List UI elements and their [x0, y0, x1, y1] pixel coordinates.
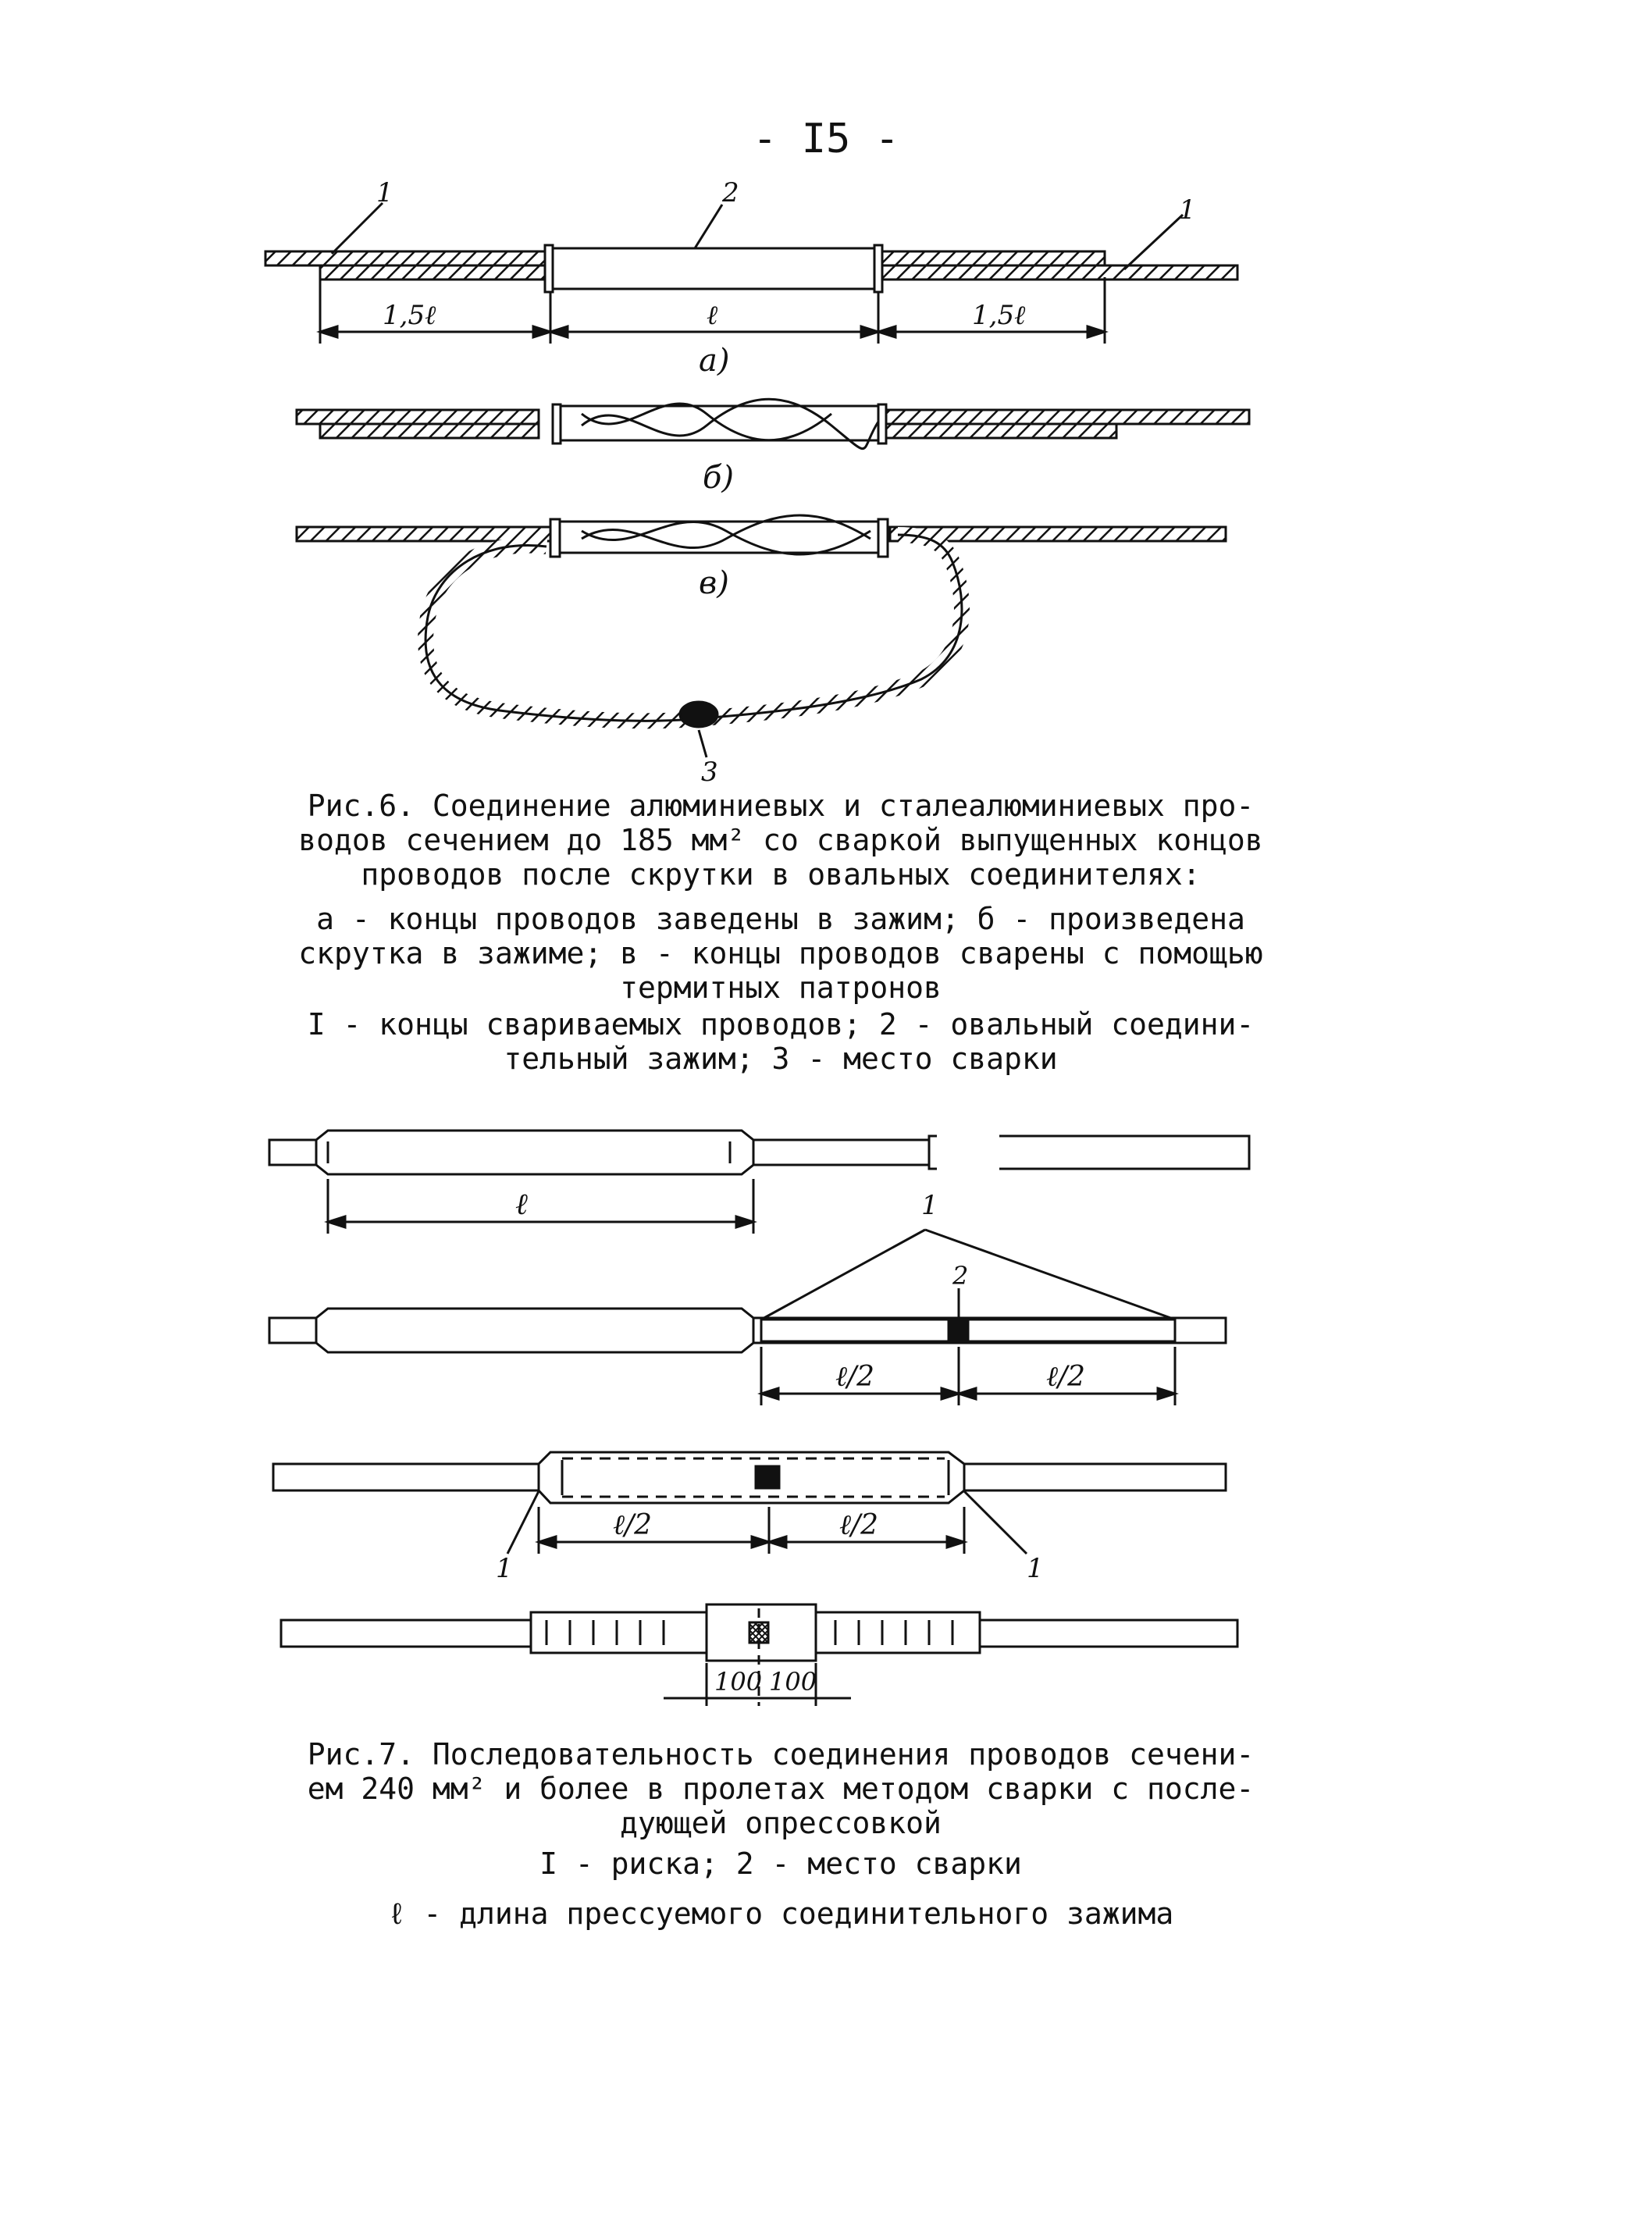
fig7-half-3: ℓ/2	[613, 1509, 653, 1541]
fig7-row-1	[269, 1131, 1249, 1234]
fig7-label-len: ℓ	[515, 1187, 528, 1221]
fig7-half-1: ℓ/2	[835, 1361, 875, 1393]
fig6-sub-a: а)	[699, 343, 730, 379]
fig7-dim-100-a: 100	[714, 1667, 763, 1697]
fig6-dim-left: 1,5ℓ	[383, 300, 436, 331]
fig6-legend-line: скрутка в зажиме; в - концы проводов сварены с помощью	[298, 936, 1263, 970]
fig7-parts-line: I - риска; 2 - место сварки	[539, 1846, 1022, 1881]
fig7-caption-line: дующей опрессовкой	[620, 1806, 942, 1840]
fig7-dim-100-b: 100	[769, 1667, 817, 1697]
fig6-dim-mid: ℓ	[707, 300, 718, 331]
fig7-half-4: ℓ/2	[839, 1509, 879, 1541]
fig6-dim-right: 1,5ℓ	[972, 300, 1026, 331]
page-number: - I5 -	[753, 116, 899, 162]
fig6-caption-line: Рис.6. Соединение алюминиевых и сталеалюминиевых про-	[307, 789, 1255, 823]
fig6-sub-c: в)	[699, 565, 729, 601]
fig7-mark-right: 1	[1027, 1553, 1044, 1584]
fig7-gap-cover	[937, 1134, 999, 1173]
fig7-parts-line: ℓ - длина прессуемого соединительного зажима	[387, 1896, 1174, 1931]
fig6-sub-b: б)	[703, 460, 735, 496]
fig7-mark-left: 1	[496, 1553, 513, 1584]
fig7-caption-line: ем 240 мм² и более в пролетах методом сварки с после-	[307, 1772, 1255, 1806]
fig6-label-1-right: 1	[1179, 194, 1196, 226]
fig6-parts-line: I - концы свариваемых проводов; 2 - овальный соедини-	[307, 1007, 1255, 1042]
fig6-parts	[265, 1007, 1296, 1076]
fig6-caption-line: проводов после скрутки в овальных соединителях:	[361, 857, 1201, 892]
fig6-label-1-left: 1	[376, 177, 393, 208]
fig6-legend-line: термитных патронов	[620, 970, 942, 1005]
fig7-caption-line: Рис.7. Последовательность соединения проводов сечени-	[307, 1737, 1255, 1772]
fig7-label-mark: 1	[921, 1190, 938, 1221]
fig6-parts-line: тельный зажим; 3 - место сварки	[504, 1042, 1058, 1076]
fig7-half-2: ℓ/2	[1046, 1361, 1086, 1393]
fig6-legend	[265, 902, 1296, 1005]
fig7-row-3	[273, 1452, 1226, 1554]
fig7-label-weld: 2	[952, 1261, 969, 1291]
fig6-caption	[265, 789, 1296, 892]
fig6-caption-line: водов сечением до 185 мм² со сваркой выпущенных концов	[298, 823, 1263, 857]
fig6-view-b	[297, 399, 1249, 448]
fig6-label-3: 3	[701, 757, 718, 788]
fig7-parts	[265, 1846, 1296, 1931]
fig6-label-2: 2	[722, 177, 739, 208]
fig6-view-c	[297, 515, 1226, 757]
fig6-legend-line: а - концы проводов заведены в зажим; б - произведена	[316, 902, 1245, 936]
fig7-caption	[265, 1737, 1296, 1840]
